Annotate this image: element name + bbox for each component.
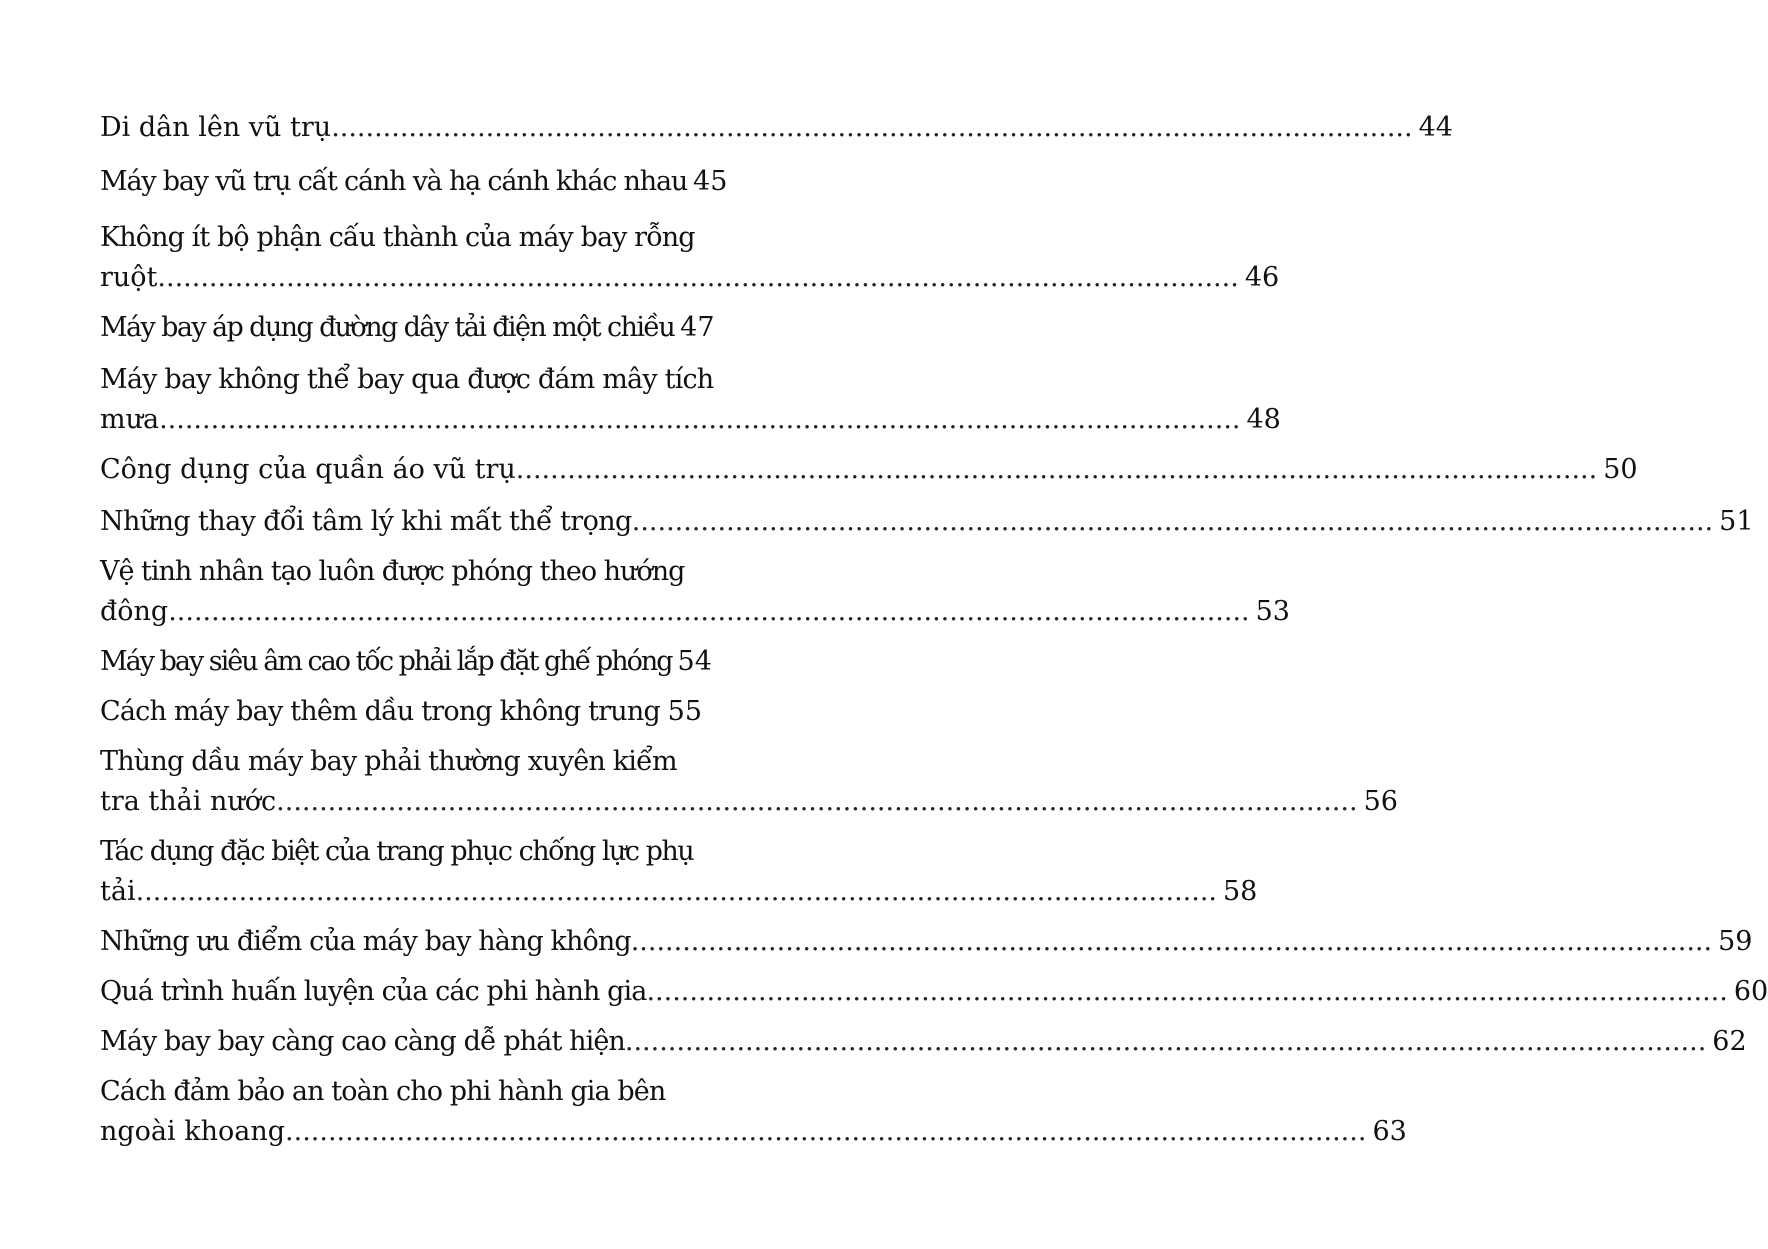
- toc-entry-title-line1: Không ít bộ phận cấu thành của máy bay rỗng: [100, 222, 695, 253]
- dot-leader: [331, 108, 1412, 148]
- toc-page-number: 56: [1363, 786, 1398, 817]
- toc-entry-title-line1: Cách đảm bảo an toàn cho phi hành gia bên: [100, 1076, 666, 1107]
- dot-leader: [285, 1112, 1366, 1152]
- toc-page-number: 44: [1418, 112, 1453, 143]
- toc-page-number: 55: [667, 696, 702, 727]
- toc-entry[interactable]: [100, 218, 1280, 298]
- toc-entry-line: [100, 308, 715, 348]
- toc-entry[interactable]: [100, 162, 728, 202]
- toc-entry-title: Những thay đổi tâm lý khi mất thể trọng: [100, 506, 632, 537]
- toc-entry-line: [100, 1022, 1747, 1062]
- toc-entry[interactable]: [100, 1072, 1407, 1152]
- toc-page-number: 62: [1712, 1026, 1747, 1057]
- dot-leader: [168, 592, 1249, 632]
- dot-leader: [632, 502, 1713, 542]
- toc-entry-title-line1: Vệ tinh nhân tạo luôn được phóng theo hướng: [100, 556, 685, 587]
- dot-leader: [625, 1022, 1706, 1062]
- toc-entry[interactable]: [100, 742, 1398, 822]
- toc-entry[interactable]: [100, 1022, 1747, 1062]
- toc-entry-line: [100, 642, 712, 682]
- toc-entry-line: [100, 108, 1453, 148]
- toc-entry-line: [100, 872, 1258, 912]
- toc-entry-line: [100, 782, 1398, 822]
- toc-entry[interactable]: [100, 502, 1754, 542]
- toc-entry-title: Máy bay áp dụng đường dây tải điện một chiều: [100, 312, 675, 343]
- toc-entry-title-line2: mưa: [100, 404, 160, 435]
- toc-entry[interactable]: [100, 308, 715, 348]
- toc-entry-line: [100, 162, 728, 202]
- toc-page-number: 47: [680, 312, 715, 343]
- toc-entry-title: Di dân lên vũ trụ: [100, 112, 332, 143]
- toc-entry-title-line1: Tác dụng đặc biệt của trang phục chống lực phụ: [100, 836, 694, 867]
- toc-entry-title: Công dụng của quần áo vũ trụ: [100, 454, 516, 485]
- toc-entry-title: Những ưu điểm của máy bay hàng không: [100, 926, 631, 957]
- toc-entry-line: [100, 400, 1281, 440]
- toc-page-number: 63: [1372, 1116, 1407, 1147]
- toc-entry-title: Máy bay siêu âm cao tốc phải lắp đặt ghế phóng: [100, 646, 672, 677]
- toc-entry-title-line2: đông: [100, 596, 169, 627]
- toc-entry[interactable]: [100, 552, 1290, 632]
- toc-page-number: 58: [1223, 876, 1258, 907]
- toc-page-number: 59: [1718, 926, 1753, 957]
- toc-page-number: 54: [677, 646, 712, 677]
- toc-entry-line: [100, 258, 1280, 298]
- toc-entry-title-line2: ruột: [100, 262, 158, 293]
- toc-entry[interactable]: [100, 832, 1258, 912]
- toc-entry[interactable]: [100, 360, 1281, 440]
- toc-entry[interactable]: [100, 692, 702, 732]
- toc-entry-line: [100, 1112, 1407, 1152]
- toc-entry-title-line2: ngoài khoang: [100, 1116, 286, 1147]
- dot-leader: [159, 400, 1240, 440]
- toc-entry-line: [100, 692, 702, 732]
- toc-entry[interactable]: [100, 972, 1768, 1012]
- toc-page-number: 46: [1244, 262, 1280, 293]
- toc-entry-line: [100, 972, 1768, 1012]
- toc-entry[interactable]: [100, 642, 712, 682]
- toc-entry-title: Cách máy bay thêm dầu trong không trung: [100, 696, 660, 727]
- toc-entry-title-line2: tải: [100, 876, 136, 907]
- toc-entry-line: [100, 592, 1290, 632]
- toc-entry-title-line1: Thùng dầu máy bay phải thường xuyên kiểm: [100, 746, 677, 777]
- toc-entry-title: Quá trình huấn luyện của các phi hành gia: [100, 976, 647, 1007]
- toc-entry-title-line1: Máy bay không thể bay qua được đám mây tích: [100, 364, 714, 395]
- dot-leader: [157, 258, 1238, 298]
- toc-entry-line: [100, 922, 1753, 962]
- toc-entry-title: Máy bay bay càng cao càng dễ phát hiện: [100, 1026, 625, 1057]
- toc-page-number: 48: [1246, 404, 1281, 435]
- dot-leader: [516, 450, 1597, 490]
- dot-leader: [631, 922, 1712, 962]
- dot-leader: [646, 972, 1727, 1012]
- dot-leader: [136, 872, 1217, 912]
- toc-entry-title: Máy bay vũ trụ cất cánh và hạ cánh khác nhau: [100, 166, 688, 197]
- toc-entry-title-line2: tra thải nước: [100, 786, 277, 817]
- toc-entry[interactable]: [100, 922, 1753, 962]
- dot-leader: [276, 782, 1357, 822]
- toc-entry[interactable]: [100, 108, 1453, 148]
- toc-page-number: 60: [1733, 976, 1768, 1007]
- toc-page-number: 53: [1255, 596, 1290, 627]
- toc-page-number: 45: [693, 166, 728, 197]
- toc-page-number: 51: [1719, 506, 1754, 537]
- toc-page-number: 50: [1603, 454, 1638, 485]
- toc-entry-line: [100, 502, 1754, 542]
- toc-entry[interactable]: [100, 450, 1638, 490]
- toc-entry-line: [100, 450, 1638, 490]
